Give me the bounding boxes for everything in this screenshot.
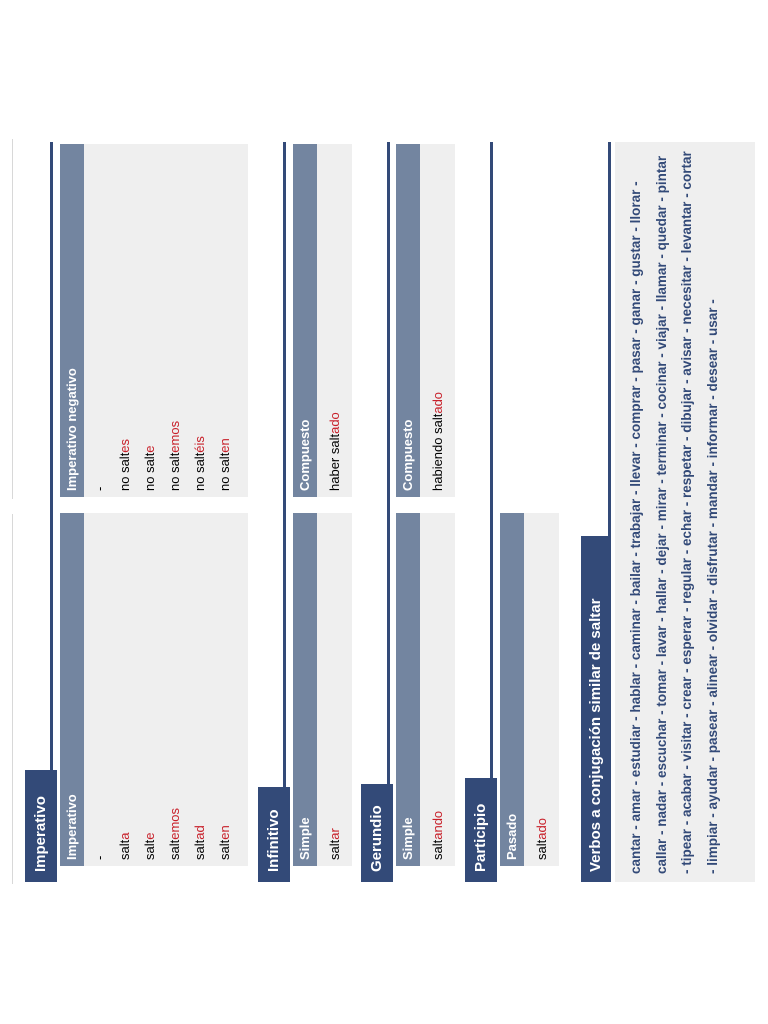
conjugation-stem: - <box>92 486 107 491</box>
imperativo-col-header: Imperativo <box>60 513 84 866</box>
conjugation-stem: no salt <box>117 452 132 491</box>
infinitivo-compuesto-value: haber saltado <box>327 412 342 491</box>
similar-verbs-rule <box>608 142 611 882</box>
conjugation-stem: salt <box>217 839 232 860</box>
conjugation-stem: salt <box>142 839 157 860</box>
infinitivo-title: Infinitivo <box>258 787 290 882</box>
similar-verb: mandar <box>704 470 720 520</box>
similar-verb: echar <box>679 510 694 547</box>
conjugation-ending: en <box>217 438 232 453</box>
conjugation-row <box>92 487 107 491</box>
similar-verb: callar <box>653 838 669 874</box>
conjugation-row <box>217 438 232 491</box>
similar-verb: dejar <box>653 533 669 566</box>
similar-verb: cantar <box>628 833 643 874</box>
similar-verb: pasar <box>628 337 643 374</box>
participio-pasado-value: saltado <box>534 818 549 860</box>
infinitivo-rule <box>283 142 286 882</box>
conjugation-stem: no salt <box>167 452 182 491</box>
imperativo-negativo-col-header: Imperativo negativo <box>60 144 84 497</box>
gerundio-rule <box>387 142 390 882</box>
conjugation-ending: éis <box>192 436 207 453</box>
conjugation-ending: en <box>217 825 232 840</box>
conjugation-row <box>142 833 157 860</box>
similar-verb: cocinar <box>653 361 669 410</box>
similar-verbs-list: cantar - amar - estudiar - hablar - caminar - bailar - trabajar - llevar - comprar - pasar - ganar - gustar - llorar - callar - nadar - escuchar - tomar - lavar - hallar - dejar - mirar - terminar - cocinar - viajar - llamar - quedar - pintar - tipear - acabar - visitar - crear - esperar - regular - echar - respetar - dibujar - avisar - necesitar - levantar - cortar - limpiar - ayudar - pasear - alinear - olvidar - disfrutar - mandar - informar - desear - usar - <box>615 142 755 882</box>
participio-pasado-header: Pasado <box>500 513 524 866</box>
similar-verb: viajar <box>653 314 669 350</box>
similar-verb: alinear <box>704 654 720 698</box>
similar-verb: bailar <box>628 560 643 597</box>
conjugation-ending: emos <box>167 807 182 840</box>
similar-verb: olvidar <box>704 597 720 643</box>
similar-verb: esperar <box>679 615 694 665</box>
similar-verb: amar <box>628 789 643 822</box>
conjugation-row <box>92 856 107 860</box>
similar-verbs-title: Verbos a conjugación similar de saltar <box>581 536 611 882</box>
infinitivo-simple-header: Simple <box>293 513 317 866</box>
similar-verb: terminar <box>653 421 669 476</box>
gerundio-title: Gerundio <box>361 784 393 882</box>
gerundio-compuesto-value: habiendo saltado <box>430 391 445 491</box>
conjugation-row <box>167 808 182 860</box>
similar-verb: caminar <box>628 608 643 661</box>
conjugation-ending: emos <box>167 420 182 453</box>
conjugation-ending: es <box>117 438 132 453</box>
conjugation-row <box>142 445 157 491</box>
similar-verb: pintar <box>653 155 669 194</box>
similar-verb: desear <box>704 348 720 392</box>
participio-pasado-body <box>524 513 559 866</box>
page-edge-line <box>12 139 13 499</box>
similar-verb: necesitar <box>679 265 694 325</box>
conjugation-row <box>192 825 207 860</box>
similar-verb: llorar <box>628 189 643 224</box>
conjugation-stem: no salt <box>217 452 232 491</box>
similar-verb: acabar <box>679 773 694 817</box>
similar-verb: tomar <box>653 669 669 707</box>
similar-verb: trabajar <box>628 498 643 549</box>
similar-verb: nadar <box>653 789 669 827</box>
conjugation-ending: e <box>142 445 157 453</box>
conjugation-stem: salt <box>117 839 132 860</box>
similar-verb: llamar <box>653 262 669 303</box>
conjugation-ending: ad <box>192 825 207 840</box>
conjugation-stem: no salt <box>142 452 157 491</box>
similar-verb: respetar <box>679 444 694 498</box>
similar-verb: dibujar <box>679 387 694 433</box>
similar-verb: ayudar <box>704 765 720 810</box>
similar-verb: hallar <box>653 577 669 614</box>
imperativo-title: Imperativo <box>25 770 57 882</box>
infinitivo-compuesto-header: Compuesto <box>293 144 317 497</box>
similar-verb: lavar <box>653 625 669 658</box>
conjugation-stem: no salt <box>192 452 207 491</box>
conjugation-row <box>192 436 207 491</box>
similar-verb: estudiar <box>628 724 643 778</box>
page-edge-line <box>12 514 13 884</box>
participio-title: Participio <box>465 778 497 882</box>
similar-verb: comprar <box>628 385 643 440</box>
conjugation-row <box>167 421 182 491</box>
conjugation-stem: - <box>92 855 107 860</box>
similar-verb: disfrutar <box>704 531 720 586</box>
gerundio-simple-header: Simple <box>396 513 420 866</box>
conjugation-stem: salt <box>167 839 182 860</box>
participio-rule <box>490 142 493 882</box>
conjugation-stem: salt <box>192 839 207 860</box>
similar-verb: informar <box>704 403 720 459</box>
conjugation-ending: a <box>117 832 132 840</box>
similar-verb: tipear <box>679 828 694 866</box>
similar-verb: gustar <box>628 235 643 277</box>
similar-verb: visitar <box>679 721 694 762</box>
conjugation-row <box>217 825 232 860</box>
similar-verb: cortar <box>679 151 694 190</box>
similar-verb: escuchar <box>653 718 669 778</box>
similar-verb: pasear <box>704 709 720 754</box>
similar-verb: hablar <box>628 672 643 713</box>
similar-verb: avisar <box>679 336 694 376</box>
similar-verb: ganar <box>628 288 643 326</box>
imperativo-rule <box>50 142 53 882</box>
infinitivo-simple-body <box>317 513 352 866</box>
similar-verb: levantar <box>679 201 694 254</box>
imperativo-col-body <box>84 513 248 866</box>
similar-verb: usar <box>704 307 720 336</box>
gerundio-simple-value: saltando <box>430 810 445 860</box>
similar-verb: limpiar <box>704 821 720 866</box>
similar-verb: llevar <box>628 451 643 487</box>
similar-verb: mirar <box>653 487 669 522</box>
gerundio-compuesto-header: Compuesto <box>396 144 420 497</box>
conjugation-ending: e <box>142 832 157 840</box>
conjugation-row <box>117 439 132 491</box>
conjugation-row <box>117 833 132 860</box>
infinitivo-simple-value: saltar <box>327 828 342 860</box>
similar-verb: crear <box>679 676 694 710</box>
similar-verb: regular <box>679 558 694 604</box>
similar-verb: quedar <box>653 205 669 251</box>
